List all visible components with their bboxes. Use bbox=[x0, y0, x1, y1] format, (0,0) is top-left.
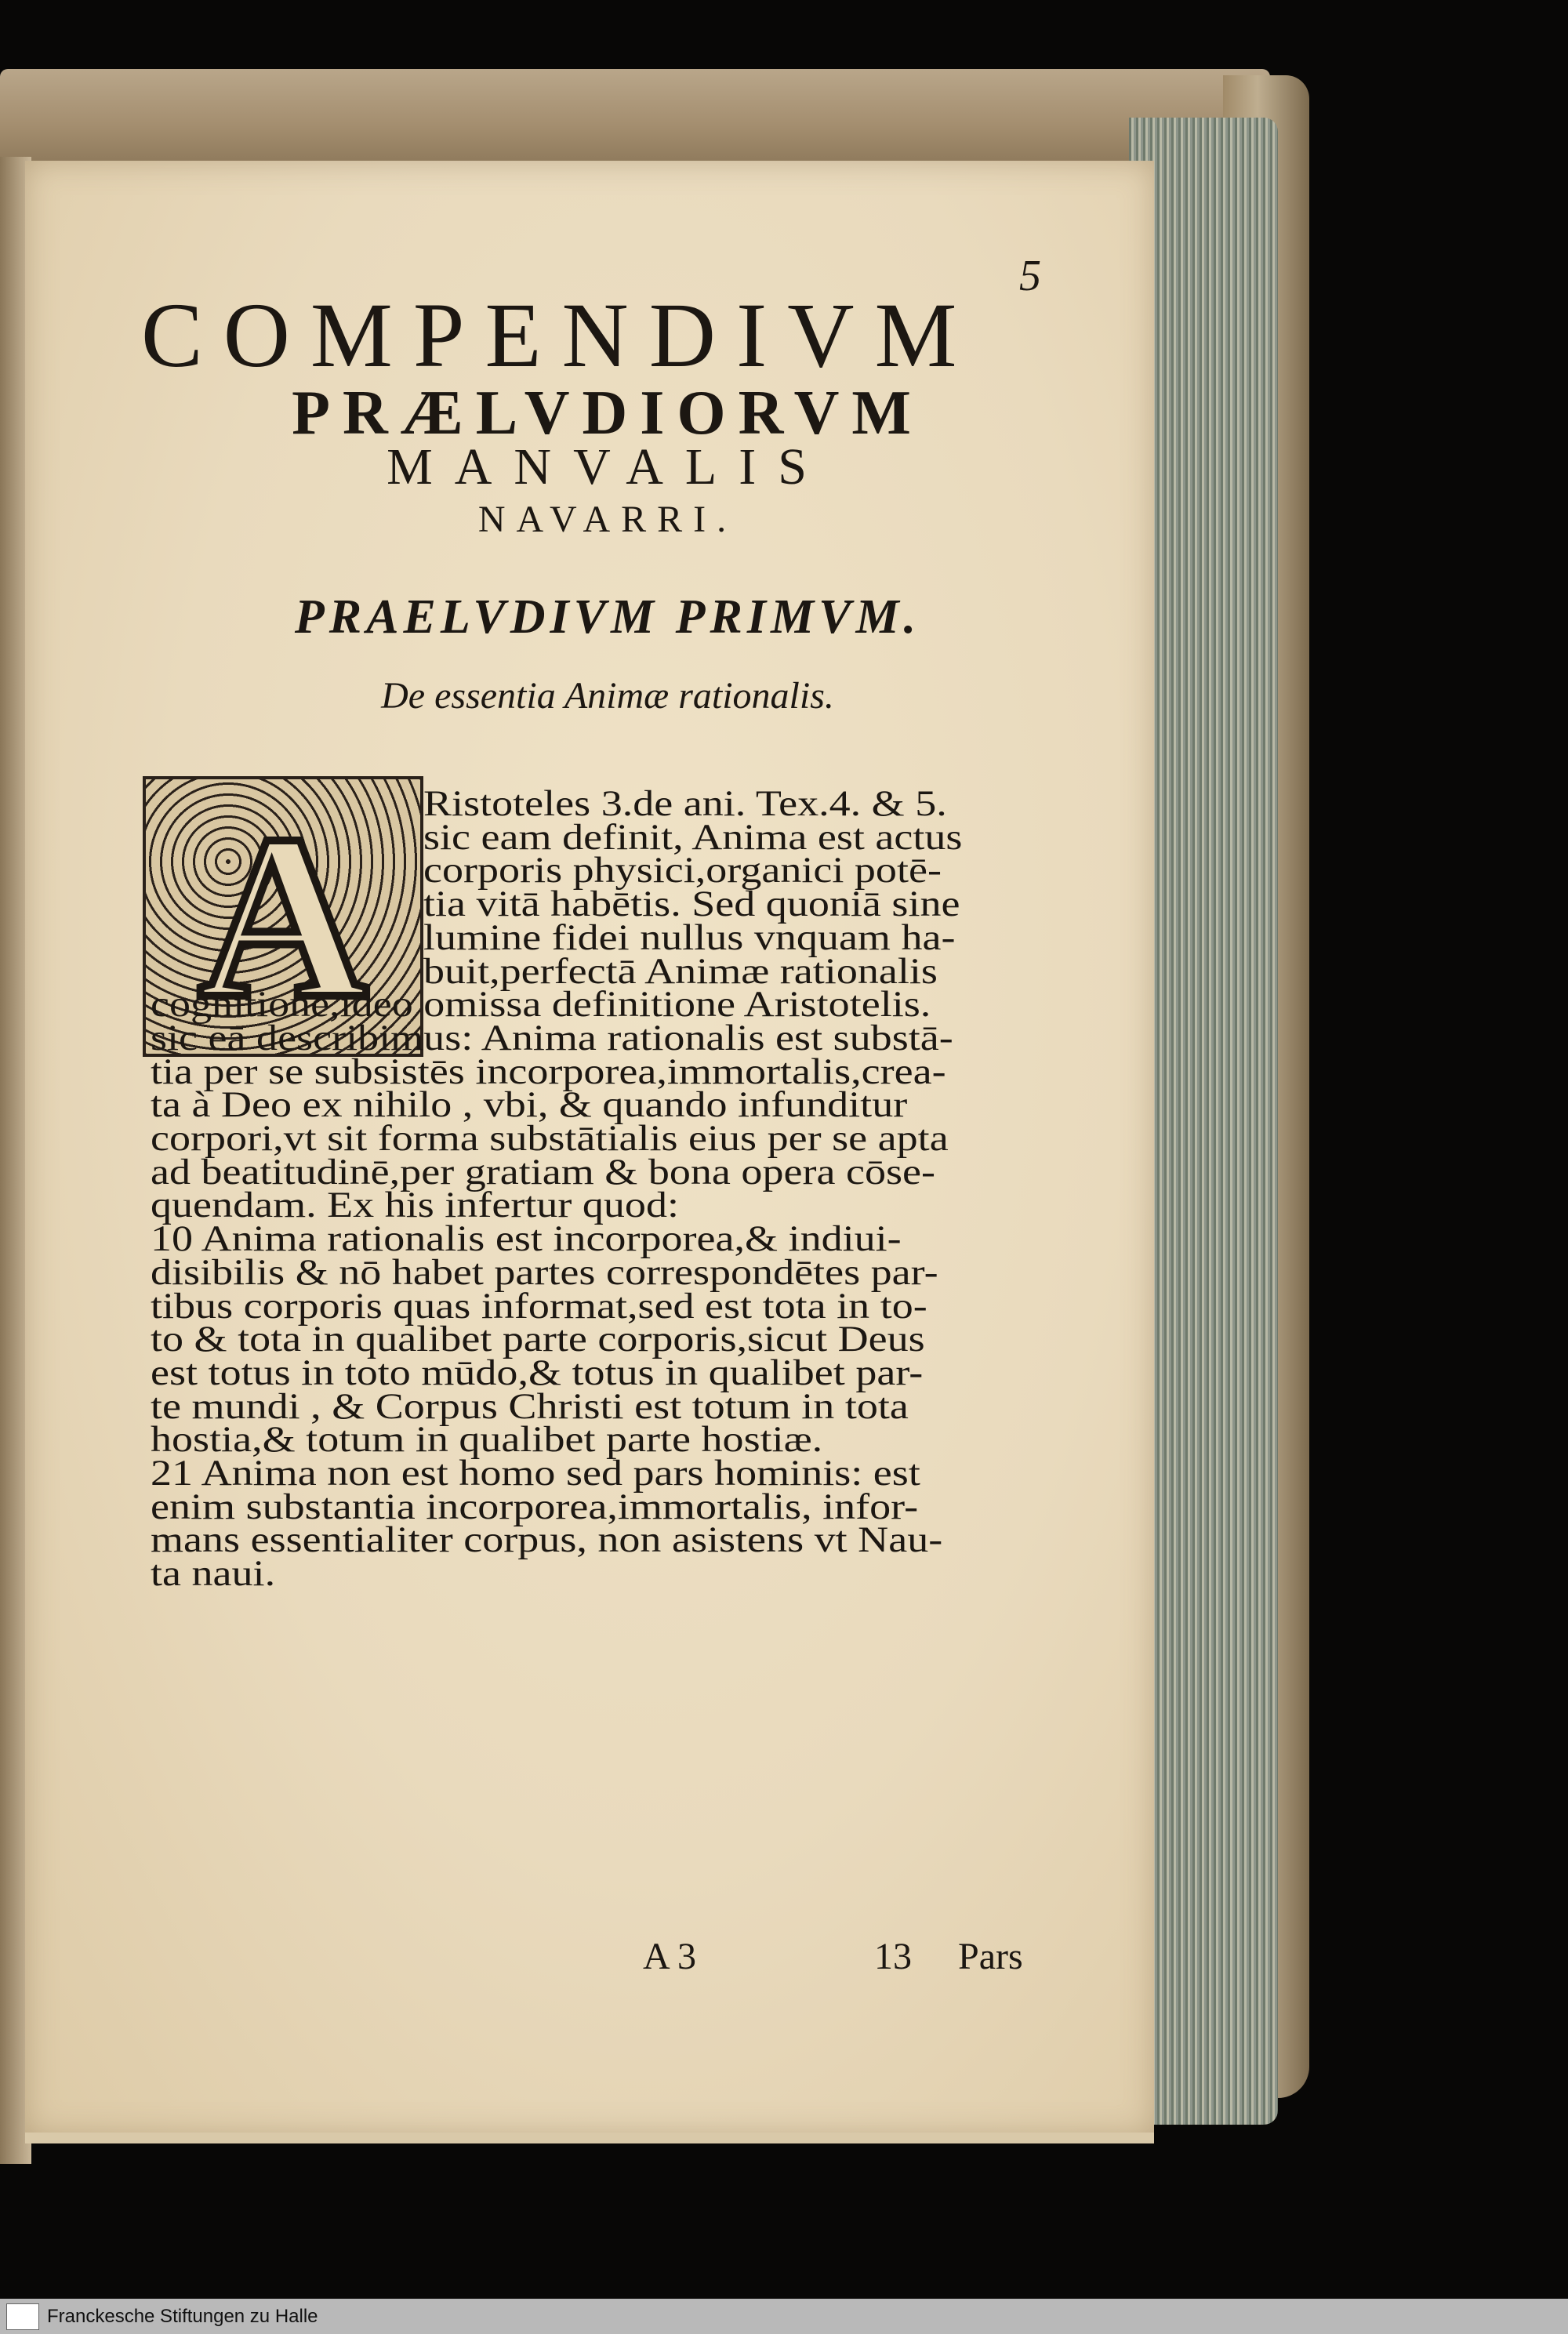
institution-logo-icon bbox=[6, 2303, 39, 2330]
initial-letter: A bbox=[198, 786, 368, 1047]
footer-institution: Franckesche Stiftungen zu Halle bbox=[47, 2306, 318, 2327]
gathering-number: 13 bbox=[874, 1936, 912, 1977]
text-line: hostia,& totum in qualibet parte hostiæ. bbox=[151, 1419, 823, 1461]
footer-bar bbox=[0, 2299, 1568, 2334]
text-line: tia vitā habētis. Sed quoniā sine bbox=[423, 884, 960, 925]
book-top-edge bbox=[0, 69, 1270, 163]
title-line-2: PRÆLVDIORVM bbox=[292, 379, 924, 448]
text-line: enim substantia incorporea,immortalis, infor- bbox=[151, 1486, 919, 1527]
text-line: ta naui. bbox=[151, 1553, 276, 1595]
catchword: Pars bbox=[958, 1936, 1023, 1977]
chapter-subheading: De essentia Animæ rationalis. bbox=[381, 675, 834, 717]
text-line: Ristoteles 3.de ani. Tex.4. & 5. bbox=[423, 783, 947, 824]
signature-mark: A 3 bbox=[643, 1936, 697, 1977]
text-line: quendam. Ex his infertur quod: bbox=[151, 1185, 679, 1226]
chapter-heading: PRAELVDIVM PRIMVM. bbox=[294, 590, 921, 644]
page-bottom-edge bbox=[25, 2133, 1154, 2143]
text-line: to & tota in qualibet parte corporis,sicut Deus bbox=[151, 1319, 925, 1360]
text-line: tia per se subsistēs incorporea,immortalis,crea- bbox=[151, 1051, 946, 1092]
text-line: tibus corporis quas informat,sed est tota in to- bbox=[151, 1285, 927, 1327]
text-line: 21 Anima non est homo sed pars hominis: est bbox=[151, 1453, 920, 1494]
text-line: est totus in toto mūdo,& totus in qualibet par- bbox=[151, 1352, 924, 1393]
text-line: lumine fidei nullus vnquam ha- bbox=[423, 917, 956, 958]
text-line: sic eam definit, Anima est actus bbox=[423, 816, 963, 858]
text-line: 10 Anima rationalis est incorporea,& indiui- bbox=[151, 1218, 902, 1260]
title-line-4: NAVARRI. bbox=[477, 499, 738, 540]
page-number: 5 bbox=[1019, 252, 1041, 300]
text-line: corporis physici,organici potē- bbox=[423, 850, 942, 891]
text-line: te mundi , & Corpus Christi est totum in tota bbox=[151, 1385, 909, 1427]
text-line: cognitionē,ideo omissa definitione Aristotelis. bbox=[151, 984, 931, 1025]
text-line: sic eā describimus: Anima rationalis est substā- bbox=[151, 1017, 953, 1058]
text-line: buit,perfectā Animæ rationalis bbox=[423, 950, 938, 992]
title-line-3: MANVALIS bbox=[387, 438, 829, 495]
text-line: ta à Deo ex nihilo , vbi, & quando infunditur bbox=[151, 1084, 908, 1126]
text-line: disibilis & nō habet partes correspondētes par- bbox=[151, 1251, 938, 1293]
title-line-1: COMPENDIVM bbox=[141, 284, 978, 387]
text-line: mans essentialiter corpus, non asistens vt Nau- bbox=[151, 1519, 943, 1561]
text-line: ad beatitudinē,per gratiam & bona opera cōse- bbox=[151, 1151, 936, 1192]
text-line: corpori,vt sit forma substātialis eius per se apta bbox=[151, 1118, 949, 1159]
